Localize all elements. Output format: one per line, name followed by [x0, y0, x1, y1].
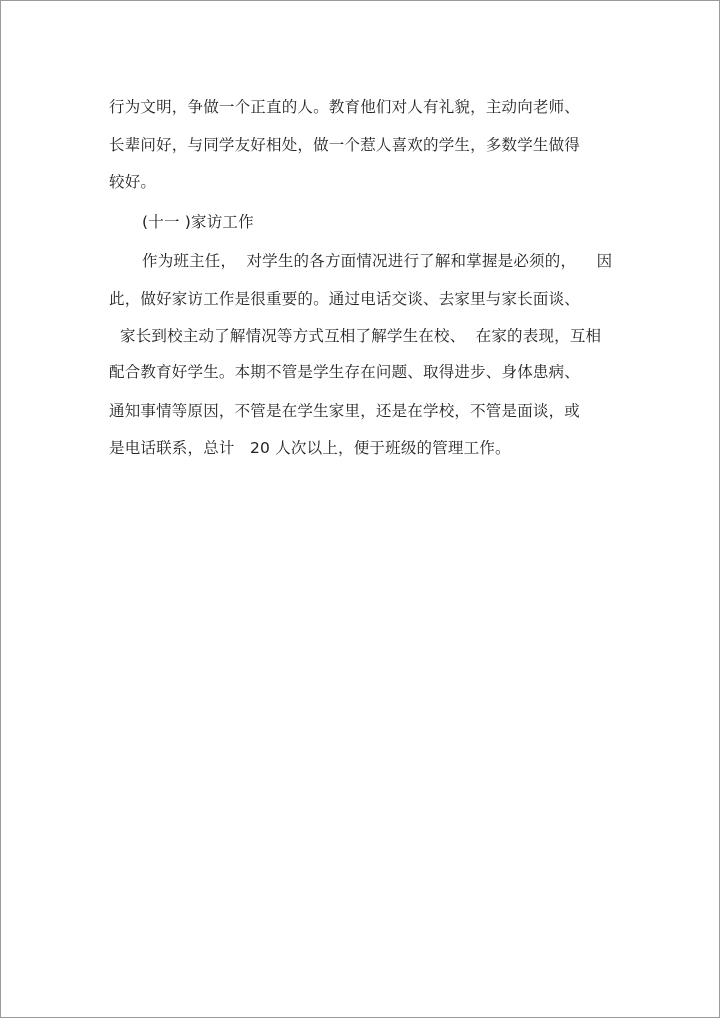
text-line: 作为班主任， 对学生的各方面情况进行了解和掌握是必须的， 因 — [142, 252, 613, 270]
text-line: 较好。 — [109, 173, 157, 191]
text-line: 此，做好家访工作是很重要的。通过电话交谈、去家里与家长面谈、 — [109, 290, 581, 308]
text-line: 配合教育好学生。本期不管是学生存在问题、取得进步、身体患病、 — [109, 363, 581, 381]
text-line: 长辈问好，与同学友好相处，做一个惹人喜欢的学生，多数学生做得 — [109, 136, 581, 154]
text-line: 通知事情等原因，不管是在学生家里，还是在学校，不管是面谈，或 — [109, 402, 581, 420]
text-line: 是电话联系，总计 20 人次以上，便于班级的管理工作。 — [109, 439, 511, 457]
section-heading: (十一 )家访工作 — [142, 213, 254, 231]
text-line: 家长到校主动了解情况等方式互相了解学生在校、 在家的表现，互相 — [120, 327, 602, 345]
text-line: 行为文明，争做一个正直的人。教育他们对人有礼貌，主动向老师、 — [109, 98, 581, 116]
